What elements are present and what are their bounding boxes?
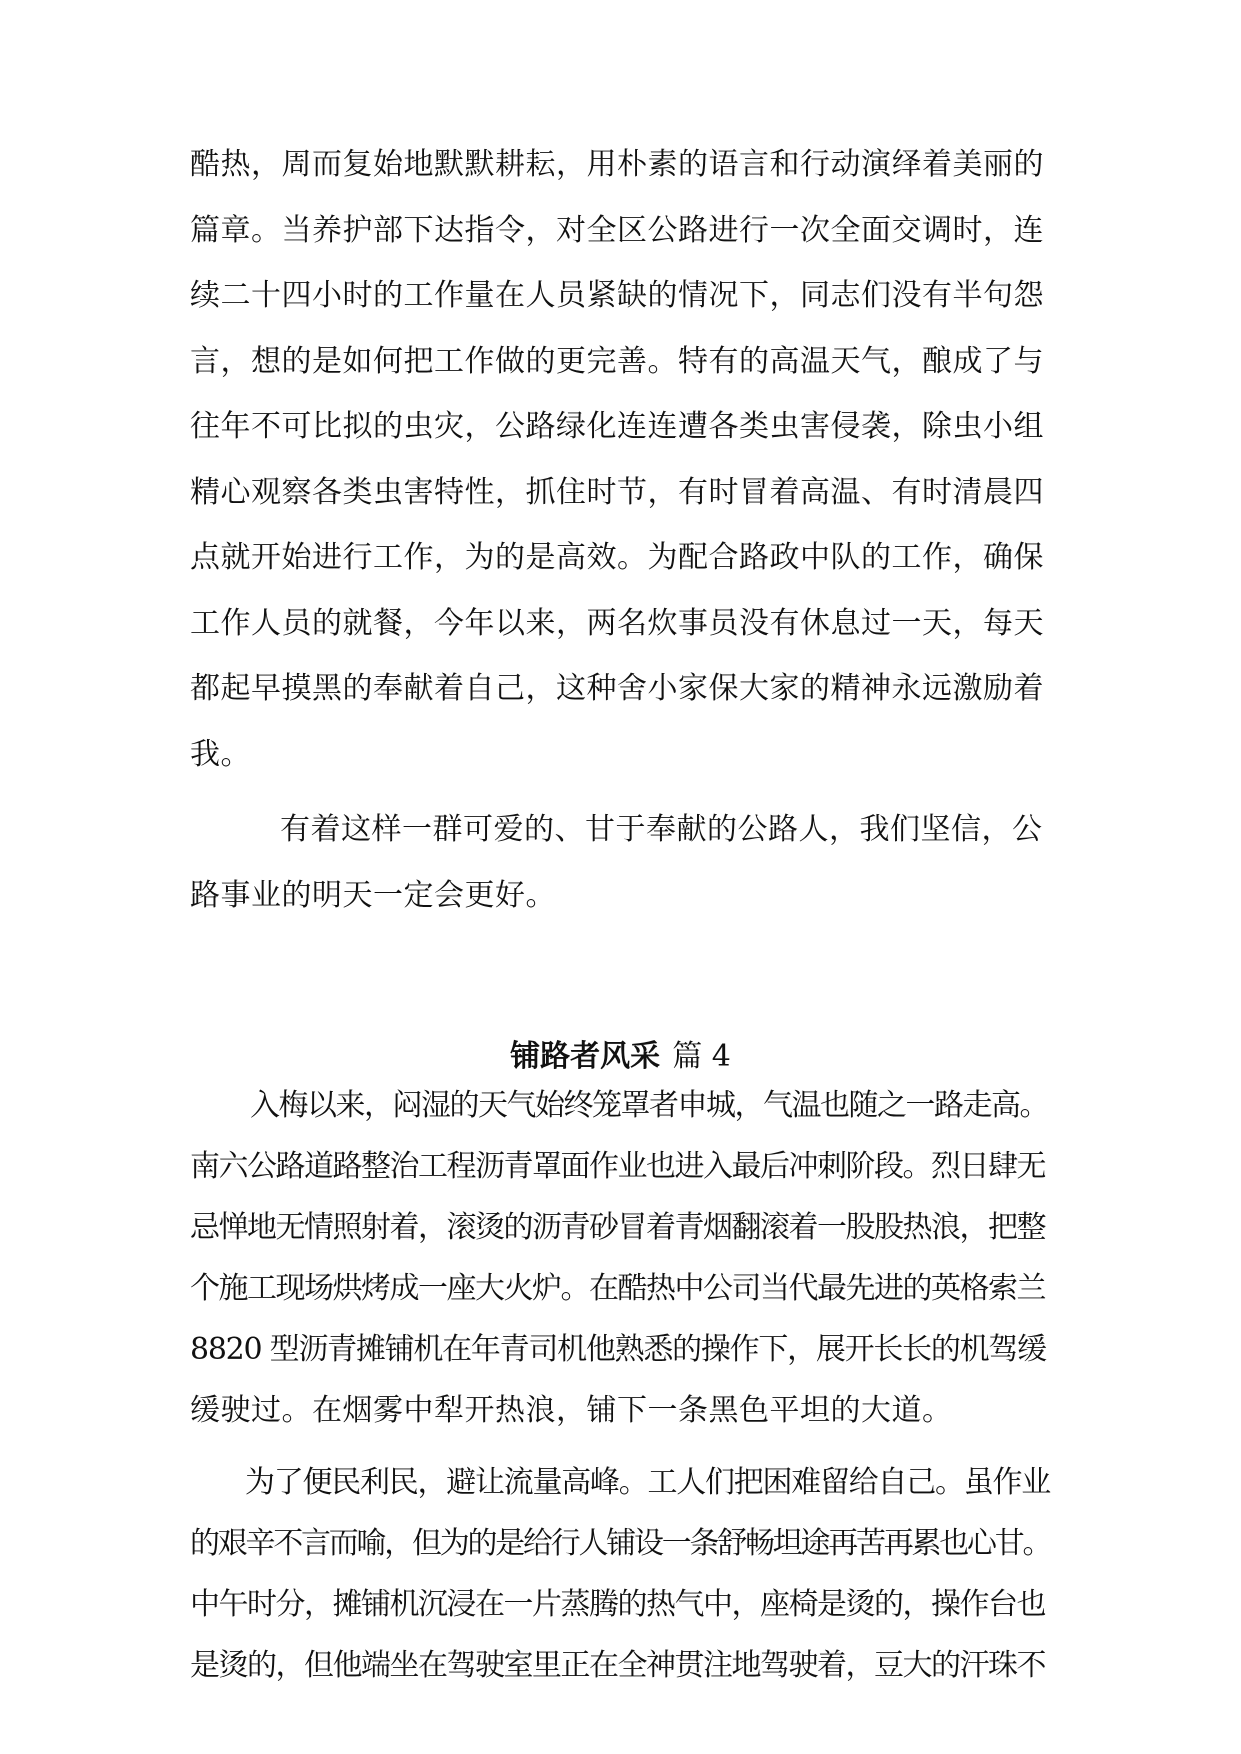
text-line: 有着这样一群可爱的、甘于奉献的公路人，我们坚信，公 — [280, 812, 1043, 847]
text-line: 为了便民利民，避让流量高峰。工人们把困难留给自己。虽作业 — [245, 1465, 1050, 1500]
text-line: 个施工现场烘烤成一座大火炉。在酷热中公司当代最先进的英格索兰 — [190, 1271, 1045, 1306]
closing-paragraph — [190, 812, 1050, 913]
text-line: 精心观察各类虫害特性，抓住时节，有时冒着高温、有时清晨四 — [190, 474, 1044, 510]
text-line: 是烫的，但他端坐在驾驶室里正在全神贯注地驾驶着，豆大的汗珠不 — [190, 1648, 1045, 1683]
text-line: 中午时分，摊铺机沉浸在一片蒸腾的热气中，座椅是烫的，操作台也 — [190, 1587, 1045, 1622]
top-paragraph — [190, 147, 1050, 772]
text-line: 酷热，周而复始地默默耕耘，用朴素的语言和行动演绎着美丽的 — [190, 147, 1044, 182]
section-number: 篇 4 — [672, 1039, 731, 1074]
text-line: 南六公路道路整治工程沥青罩面作业也进入最后冲刺阶段。烈日肆无 — [190, 1149, 1045, 1184]
text-line: 的艰辛不言而喻，但为的是给行人铺设一条舒畅坦途再苦再累也心甘。 — [190, 1526, 1051, 1561]
text-line: 忌惮地无情照射着，滚烫的沥青砂冒着青烟翻滚着一股股热浪，把整 — [190, 1210, 1045, 1245]
text-line: 工作人员的就餐，今年以来，两名炊事员没有休息过一天，每天 — [190, 605, 1044, 641]
text-line: 都起早摸黑的奉献着自己，这种舍小家保大家的精神永远激励着 — [190, 671, 1044, 706]
body-paragraph-2 — [190, 1465, 1051, 1683]
text-line: 入梅以来，闷湿的天气始终笼罩者申城，气温也随之一路走高。 — [250, 1088, 1048, 1123]
text-line: 篇章。当养护部下达指令，对全区公路进行一次全面交调时，连 — [190, 212, 1044, 248]
text-line: 我。 — [190, 736, 251, 772]
text-line: 言，想的是如何把工作做的更完善。特有的高温天气，酿成了与 — [190, 343, 1044, 379]
section-heading — [0, 1040, 1241, 1074]
section-title: 铺路者风采 — [510, 1039, 661, 1074]
text-line: 续二十四小时的工作量在人员紧缺的情况下，同志们没有半句怨 — [190, 278, 1044, 313]
body-paragraph-1 — [190, 1088, 1050, 1428]
text-line: 路事业的明天一定会更好。 — [190, 877, 556, 913]
text-line: 往年不可比拟的虫灾，公路绿化连连遭各类虫害侵袭，除虫小组 — [190, 409, 1044, 444]
text-line: 缓驶过。在烟雾中犁开热浪，铺下一条黑色平坦的大道。 — [190, 1393, 953, 1428]
text-line: 8820 型沥青摊铺机在年青司机他熟悉的操作下，展开长长的机驾缓 — [190, 1332, 1046, 1367]
text-line: 点就开始进行工作，为的是高效。为配合路政中队的工作，确保 — [190, 540, 1044, 575]
